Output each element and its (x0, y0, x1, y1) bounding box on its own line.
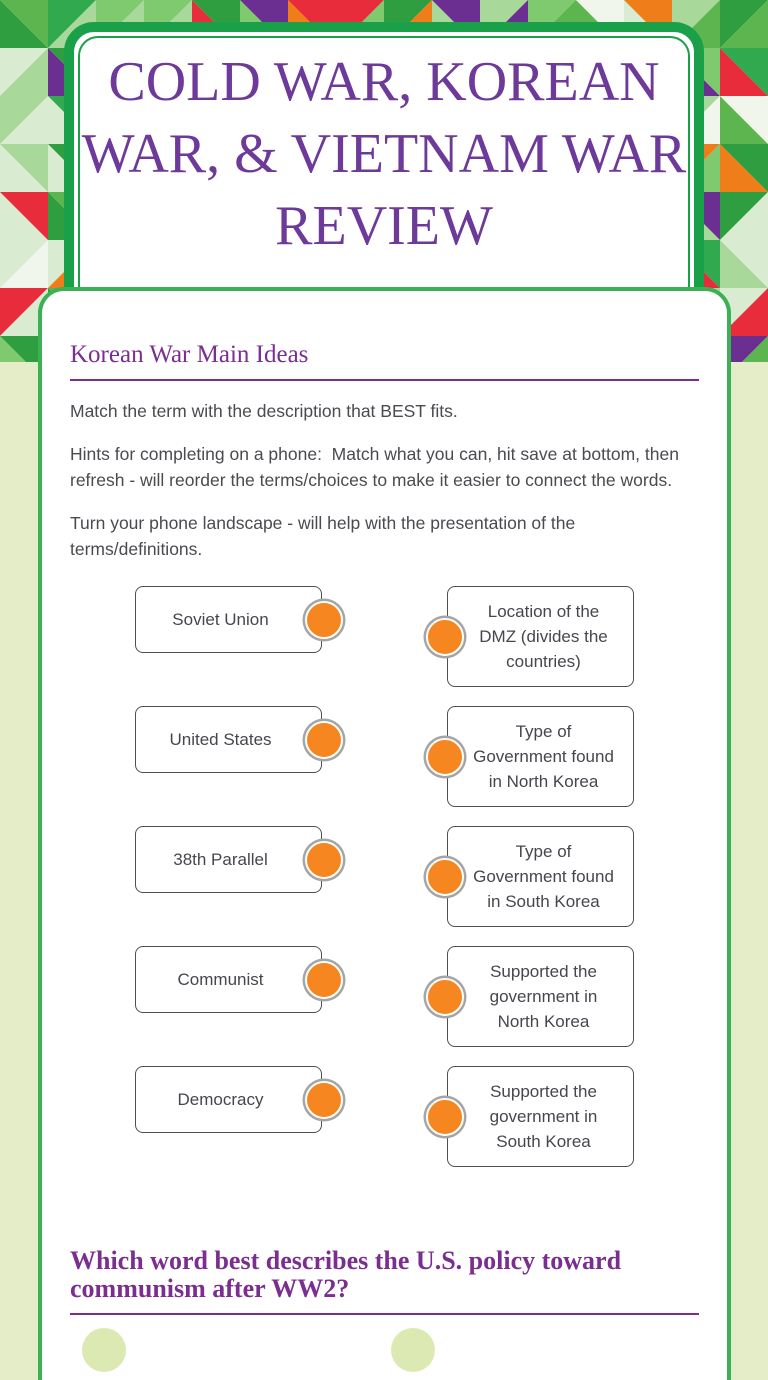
section-heading: Korean War Main Ideas (70, 341, 309, 368)
match-description-box[interactable] (447, 826, 634, 927)
match-connector-circle[interactable] (305, 1081, 343, 1119)
match-term-box[interactable] (135, 946, 322, 1013)
match-term-label: Communist (177, 970, 264, 989)
match-term-box[interactable] (135, 1066, 322, 1133)
match-connector-circle[interactable] (305, 721, 343, 759)
match-term-label: Democracy (177, 1090, 264, 1109)
match-term-box[interactable] (135, 706, 322, 773)
match-row (70, 826, 699, 927)
match-description-label: Location of the DMZ (divides the countries) (479, 602, 608, 671)
match-connector-circle[interactable] (426, 1098, 464, 1136)
match-row (70, 946, 699, 1047)
answer-option-circle[interactable] (82, 1328, 126, 1372)
match-row (70, 1066, 699, 1167)
match-description-box[interactable] (447, 1066, 634, 1167)
worksheet-title: COLD WAR, KOREAN WAR, & VIETNAM WAR REVIEW (81, 51, 687, 257)
match-description-box[interactable] (447, 706, 634, 807)
match-connector-circle[interactable] (305, 601, 343, 639)
match-connector-circle[interactable] (426, 738, 464, 776)
section-korean-war-main-ideas (70, 341, 699, 1167)
instructions-block (70, 398, 699, 562)
match-connector-circle[interactable] (426, 858, 464, 896)
answer-option (82, 1328, 391, 1372)
section-policy-question (70, 1247, 699, 1372)
match-description-label: Supported the government in North Korea (489, 962, 598, 1031)
instruction-text: Match the term with the description that BEST fits. (70, 401, 458, 421)
match-description-label: Type of Government found in North Korea (473, 722, 614, 791)
match-row (70, 706, 699, 807)
match-description-label: Type of Government found in South Korea (473, 842, 614, 911)
match-term-label: United States (169, 730, 272, 749)
heading-divider (70, 379, 699, 381)
matching-exercise (70, 586, 699, 1167)
match-connector-circle[interactable] (426, 978, 464, 1016)
worksheet-content-card (38, 287, 731, 1380)
instruction-text: Hints for completing on a phone: Match what you can, hit save at bottom, then refresh - will reorder the terms/choices to make it easier to connect the words. (70, 444, 684, 490)
match-connector-circle[interactable] (305, 841, 343, 879)
answer-options-row (70, 1328, 699, 1372)
instruction-text: Turn your phone landscape - will help with the presentation of the terms/definitions. (70, 513, 581, 559)
match-term-box[interactable] (135, 586, 322, 653)
match-term-label: Soviet Union (172, 610, 269, 629)
match-row (70, 586, 699, 687)
heading-divider (70, 1313, 699, 1315)
answer-option (391, 1328, 700, 1372)
question-heading: Which word best describes the U.S. policy toward communism after WW2? (70, 1246, 622, 1303)
match-connector-circle[interactable] (426, 618, 464, 656)
match-connector-circle[interactable] (305, 961, 343, 999)
match-description-box[interactable] (447, 586, 634, 687)
match-term-box[interactable] (135, 826, 322, 893)
match-description-box[interactable] (447, 946, 634, 1047)
match-description-label: Supported the government in South Korea (489, 1082, 598, 1151)
match-term-label: 38th Parallel (173, 850, 268, 869)
answer-option-circle[interactable] (391, 1328, 435, 1372)
